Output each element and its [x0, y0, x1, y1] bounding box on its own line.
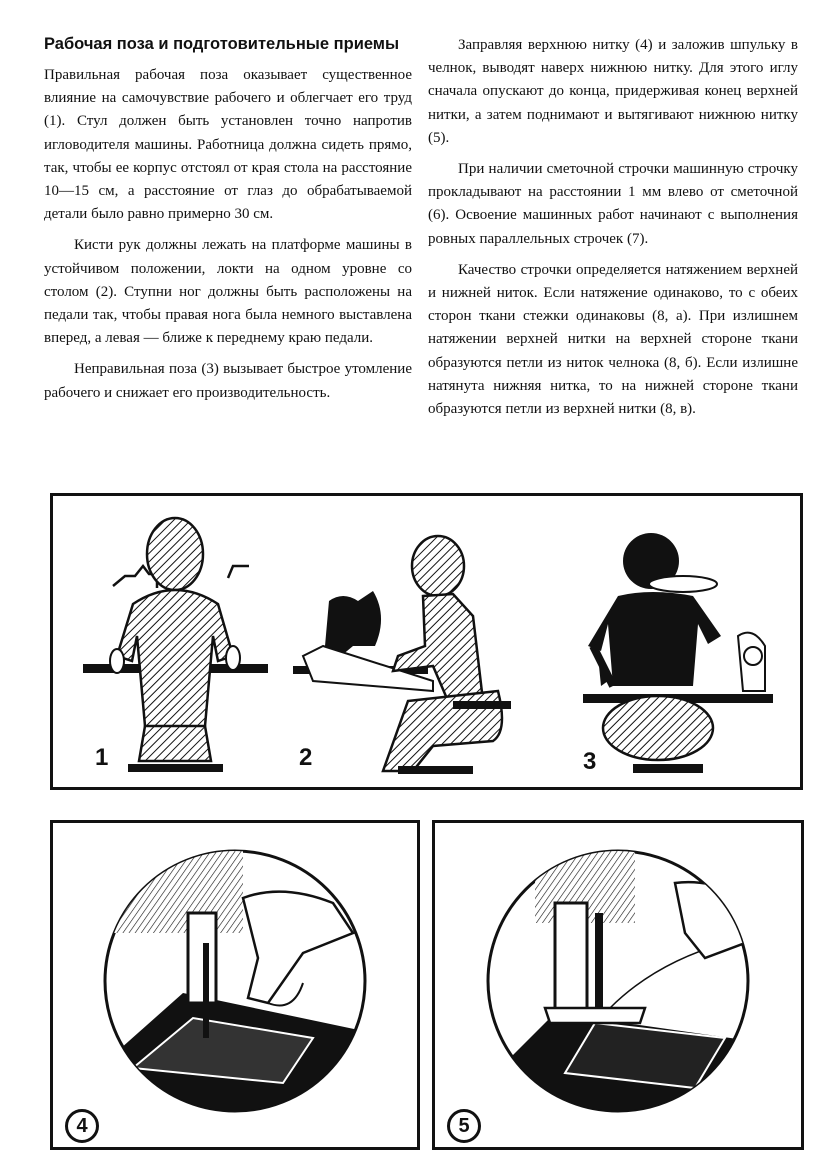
- paragraph: Качество строчки определяется натяжением верхней и нижней ниток. Если натяжение одинаково, то с обеих сторон ткани стежки одинаковы (8, а). При излишнем натяжении верхней нитки на верхней стороне ткани образуются петли из ниток челнока (8, б). Если излишне натянута нижняя нитка, то на нижней стороне ткани образуются петли из верхней нитки (8, в).: [428, 261, 798, 418]
- posture-figures-panel: [50, 493, 803, 790]
- paragraph: Кисти рук должны лежать на платформе машины в устойчивом положении, локти на одном уровне со столом (2). Ступни ног должны быть расположены на педали так, чтобы правая нога была немного выставлена вперед, а левая — ближе к переднему краю педали.: [44, 237, 412, 347]
- threading-illustration-4: [53, 823, 417, 1147]
- paragraph: Правильная рабочая поза оказывает существенное влияние на самочувствие рабочего и облегчает его труд (1). Стул должен быть установлен точно напротив игловодителя машины. Работница должна сидеть прямо, так, чтобы ее корпус отстоял от края стола на расстояние 10—15 см, а расстояние от глаз до обрабатываемой детали было равно примерно 30 см.: [44, 67, 412, 223]
- figure-label-1: 1: [95, 744, 109, 771]
- figure-label-2: 2: [299, 744, 313, 771]
- figure-3-incorrect-posture: [583, 533, 773, 773]
- bobbin-thread-illustration-5: [435, 823, 801, 1147]
- paragraph: При наличии сметочной строчки машинную строчку прокладывают на расстоянии 1 мм влево от сметочной (6). Освоение машинных работ начинают с выполнения ровных параллельных строчек (7).: [428, 161, 798, 247]
- figure-label-3: 3: [583, 748, 597, 775]
- figure-1-correct-posture: [83, 518, 268, 772]
- figure-label-5: 5: [447, 1109, 481, 1143]
- posture-illustrations: [53, 496, 800, 787]
- threading-figure-4-panel: [50, 820, 420, 1150]
- paragraph: Заправляя верхнюю нитку (4) и заложив шпульку в челнок, выводят наверх нижнюю нитку. Для этого иглу сначала опускают до конца, придерживая конец верхней нитки, а затем поднимают и вытягивают нижнюю нитку (5).: [428, 37, 798, 146]
- paragraph: Неправильная поза (3) вызывает быстрое утомление рабочего и снижает его производительность.: [44, 361, 412, 401]
- bobbin-thread-figure-5-panel: [432, 820, 804, 1150]
- figure-label-4: 4: [65, 1109, 99, 1143]
- right-text-column: [428, 34, 798, 429]
- figure-2-correct-posture-side: [293, 536, 511, 774]
- section-heading: Рабочая поза и подготовительные приемы: [44, 35, 400, 53]
- left-text-column: [44, 34, 412, 413]
